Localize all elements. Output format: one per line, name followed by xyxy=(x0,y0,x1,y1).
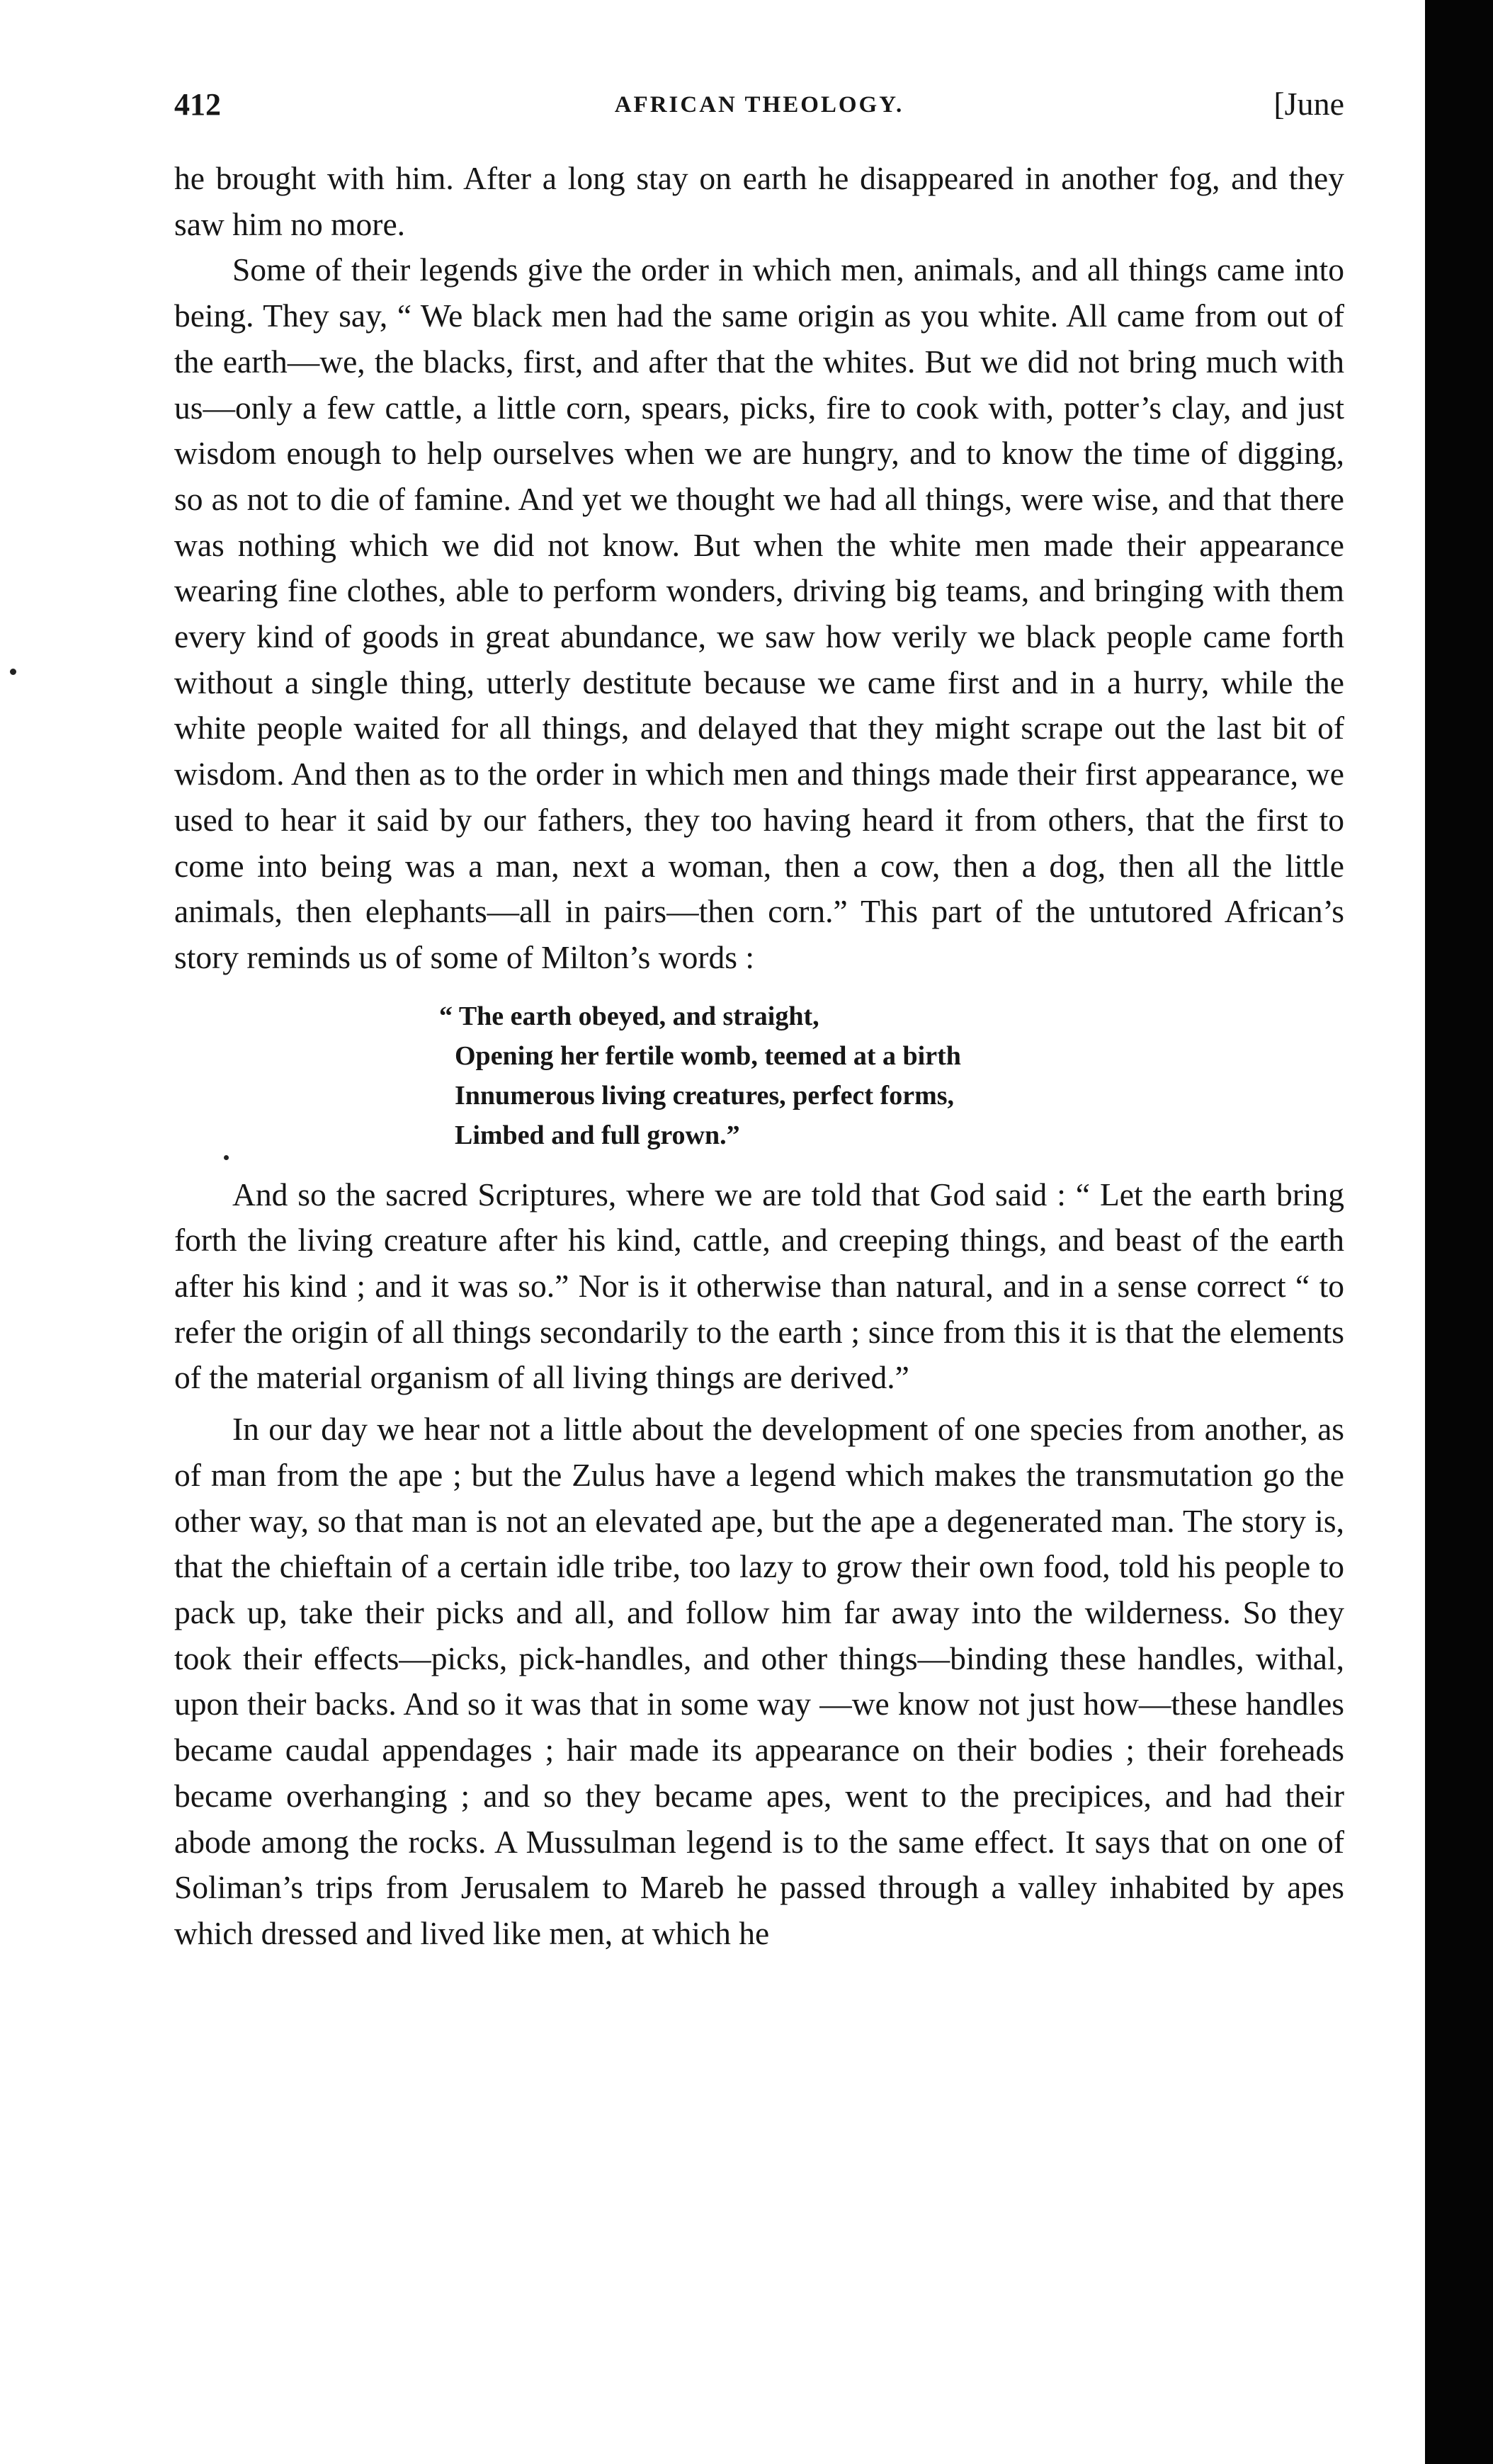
verse-line: “ The earth obeyed, and straight, xyxy=(439,1001,819,1031)
body-text xyxy=(174,156,1344,1957)
scan-edge-shadow xyxy=(1425,0,1493,2464)
running-header xyxy=(174,81,1344,130)
date-mark: [June xyxy=(1273,86,1344,122)
verse-line: Limbed and full grown.” xyxy=(455,1120,740,1150)
paragraph: And so the sacred Scriptures, where we are told that God said : “ Let the earth bring forth the living creature after his kind, cattle, and creeping things, and beast of the earth after his kind ; and it was so.” Nor is it otherwise than natural, and in a sense correct “ to refer the origin of all things secondarily to the earth ; since from this it is that the elements of the material organism of all living things are derived.” xyxy=(174,1176,1344,1396)
running-title: AFRICAN THEOLOGY. xyxy=(614,92,904,118)
verse-line: Opening her fertile womb, teemed at a birth xyxy=(455,1040,961,1071)
page-number: 412 xyxy=(174,87,221,122)
paragraph-continued: he brought with him. After a long stay on earth he disappeared in another fog, and they saw him no more. xyxy=(174,160,1344,242)
paragraph: In our day we hear not a little about the development of one species from another, as of man from the ape ; but the Zulus have a legend which makes the transmutation go the other way, so that man is not an elevated ape, but the ape a degenerated man. The story is, that the chieftain of a certain idle tribe, too lazy to grow their own food, told his people to pack up, take their picks and all, and follow him far away into the wilderness. So they took their effects—picks, pick-handles, and other things—binding these handles, withal, upon their backs. And so it was that in some way —we know not just how—these handles became caudal appendages ; hair made its appearance on their bodies ; their foreheads became overhanging ; and so they became apes, went to the precipices, and had their abode among the rocks. A Mussulman legend is to the same effect. It says that on one of Soliman’s trips from Jerusalem to Mareb he passed through a valley inhabited by apes which dressed and lived like men, at which he xyxy=(174,1411,1344,1951)
scan-speck xyxy=(10,669,16,675)
paragraph: Some of their legends give the order in which men, animals, and all things came into being. They say, “ We black men had the same origin as you white. All came from out of the earth—we, the blacks, first, and after that the whites. But we did not bring much with us—only a few cattle, a little corn, spears, picks, fire to cook with, potter’s clay, and just wisdom enough to help ourselves when we are hungry, and to know the time of digging, so as not to die of famine. And yet we thought we had all things, were wise, and that there was nothing which we did not know. But when the white men made their appearance wearing fine clothes, able to perform wonders, driving big teams, and bringing with them every kind of goods in great abundance, we saw how verily we black people came forth without a single thing, utterly destitute because we came first and in a hurry, while the white people waited for all things, and delayed that they might scrape out the last bit of wisdom. And then as to the order in which men and things made their first appearance, we used to hear it said by our fathers, they too having heard it from others, that the first to come into being was a man, next a woman, then a cow, then a dog, then all the little animals, then elephants—all in pairs—then corn.” This part of the untutored African’s story reminds us of some of Milton’s words : xyxy=(174,251,1344,975)
milton-quotation xyxy=(174,997,1344,1155)
verse-line: Innumerous living creatures, perfect forms, xyxy=(455,1080,955,1111)
